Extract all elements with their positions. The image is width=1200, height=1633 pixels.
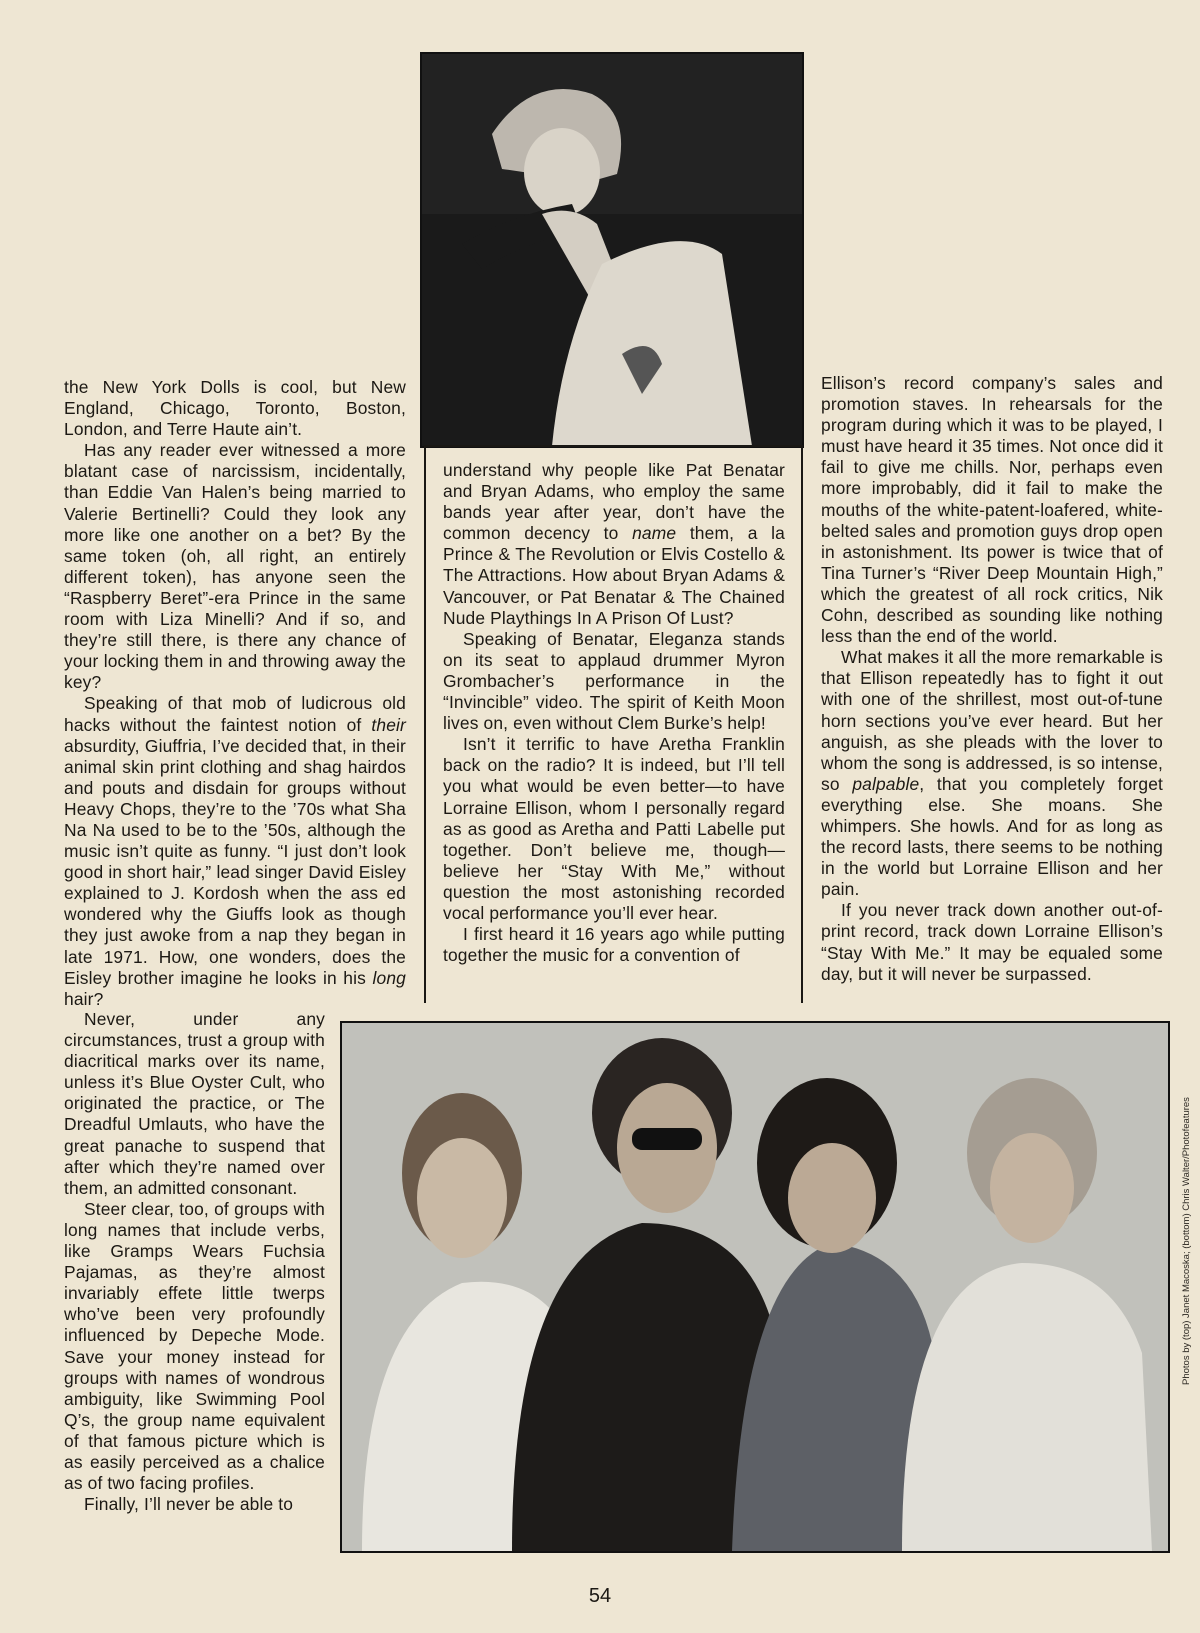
photo-credit: Photos by (top) Janet Macoska; (bottom) Chris Walter/Photofeatures bbox=[1181, 1097, 1192, 1385]
middle-paragraph-3: Isn’t it terrific to have Aretha Franklin back on the radio? It is indeed, but I’ll tell you what would be even better—to have Lorraine Ellison, whom I personally regard as as good as Aretha and Patti Labelle put together. Don’t believe me, though—believe her “Stay With Me,” without question the most astonishing recorded vocal performance you’ll ever hear. bbox=[443, 734, 785, 923]
left-paragraph-3: Speaking of that mob of ludicrous old hacks without the faintest notion of their absurdity, Giuffria, I’ve decided that, in their animal skin print clothing and shag hairdos and pouts and disdain for groups without Heavy Chops, they’re to the ’70s what Sha Na Na used to be to the ’50s, although the music isn’t quite as funny. “I just don’t look good in short hair,” lead singer David Eisley explained to J. Kordosh when the ass ed wondered why the Giuffs look as though they just awoke from a nap they began in late 1971. How, one wonders, does the Eisley brother imagine he looks in his long hair? bbox=[64, 693, 406, 1009]
right-paragraph-3: If you never track down another out-of-print record, track down Lorraine Ellison’s “Stay With Me.” It may be equaled some day, but it will never be surpassed. bbox=[821, 900, 1163, 984]
right-column bbox=[821, 373, 1163, 985]
column-rule-top bbox=[424, 445, 803, 447]
column-rule-left bbox=[424, 445, 426, 1003]
left-column-narrow bbox=[64, 1009, 325, 1515]
middle-paragraph-2: Speaking of Benatar, Eleganza stands on its seat to applaud drummer Myron Grombacher’s performance in the “Invincible” video. The spirit of Keith Moon lives on, even without Clem Burke’s help! bbox=[443, 628, 785, 734]
left-paragraph-6: Finally, I’ll never be able to bbox=[84, 1494, 294, 1515]
photo-singer bbox=[420, 52, 804, 448]
page-number: 54 bbox=[588, 1585, 612, 1607]
left-paragraph-1: the New York Dolls is cool, but New England, Chicago, Toronto, Boston, London, and Terre Haute ain’t. bbox=[64, 377, 406, 440]
left-paragraph-4: Never, under any circumstances, trust a group with diacritical marks over its name, unless it’s Blue Oyster Cult, who originated the practice, or The Dreadful Umlauts, who have the great panache to suspend that after which they’re named over them, an admitted consonant. bbox=[64, 1009, 325, 1198]
right-paragraph-1: Ellison’s record company’s sales and promotion staves. In rehearsals for the program during which it was to be played, I must have heard it 35 times. Not once did it fail to give me chills. Nor, perhaps even more improbably, did it fail to make the mouths of the white-patent-loafered, white-belted sales and promotion guys drop open in astonishment. Its power is twice that of Tina Turner’s “River Deep Mountain High,” which the greatest of all rock critics, Nik Cohn, described as sounding like nothing less than the end of the world. bbox=[821, 373, 1163, 647]
middle-column bbox=[443, 460, 785, 966]
right-paragraph-2: What makes it all the more remarkable is that Ellison repeatedly has to fight it out with one of the shrillest, most out-of-tune horn sections you’ve ever heard. But her anguish, as she pleads with the lover to whom the song is addressed, is so intense, so palpable, that you completely forget everything else. She moans. She whimpers. She howls. And for as long as the record lasts, there seems to be nothing in the world but Lorraine Ellison and her pain. bbox=[821, 647, 1163, 900]
middle-paragraph-1: understand why people like Pat Benatar and Bryan Adams, who employ the same bands year after year, don’t have the common decency to name them, a la Prince & The Revolution or Elvis Costello & The Attractions. How about Bryan Adams & Vancouver, or Pat Benatar & The Chained Nude Playthings In A Prison Of Lust? bbox=[443, 460, 785, 628]
column-rule-right bbox=[801, 445, 803, 1003]
left-paragraph-5: Steer clear, too, of groups with long names that include verbs, like Gramps Wears Fuchsia Pajamas, as they’re almost invariably effete little twerps who’ve been very profoundly influenced by Depeche Mode. Save your money instead for groups with names of wondrous ambiguity, like Swimming Pool Q’s, the group name equivalent of that famous picture which is as easily perceived as a chalice as of two facing profiles. bbox=[64, 1198, 325, 1494]
middle-paragraph-4: I first heard it 16 years ago while putting together the music for a convention of bbox=[443, 924, 785, 966]
left-paragraph-2: Has any reader ever witnessed a more blatant case of narcissism, incidentally, than Eddie Van Halen’s being married to Valerie Bertinelli? Could they look any more like one another on a bet? By the same token (oh, all right, an entirely different token), has anyone seen the “Raspberry Beret”-era Prince in the same room with Liza Minelli? And if so, and they’re still there, is there any chance of your locking them in and throwing away the key? bbox=[64, 440, 406, 693]
photo-band bbox=[340, 1021, 1170, 1553]
left-column bbox=[64, 377, 406, 1010]
